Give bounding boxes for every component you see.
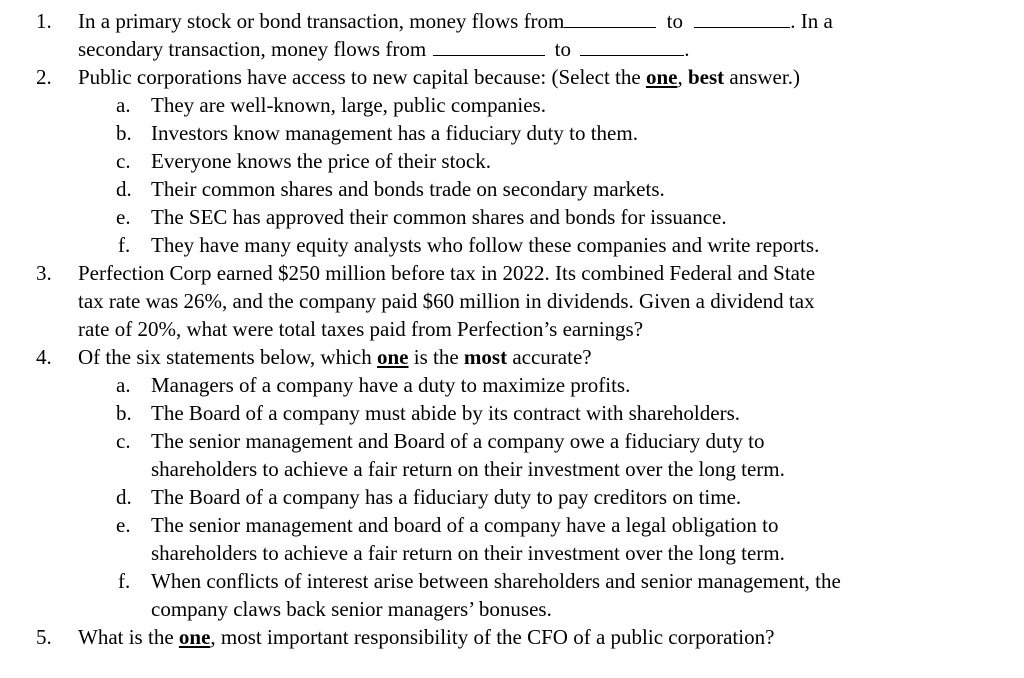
- q4-stem-mid: is the: [408, 345, 464, 369]
- q4-option-f-letter: f.: [118, 569, 131, 593]
- q2-option-b-text: Investors know management has a fiduciary duty to them.: [151, 121, 638, 145]
- q1-line2: [78, 35, 690, 63]
- q1-blank-3[interactable]: [433, 37, 545, 56]
- q1-line1-text-a: In a primary stock or bond transaction, money flows from: [78, 9, 565, 33]
- q5-stem-one: one: [178, 625, 211, 649]
- q1-line1-text-b: to: [666, 9, 683, 33]
- q2-option-f-letter: f.: [118, 233, 131, 257]
- q2-option-c-letter: c.: [116, 149, 131, 173]
- q2-option-d-text: Their common shares and bonds trade on secondary markets.: [151, 177, 665, 201]
- q4-option-c-letter: c.: [116, 429, 131, 453]
- q1-line1: [78, 7, 833, 35]
- q5-stem-post: , most important responsibility of the CFO of a public corporation?: [210, 625, 775, 649]
- q2-stem-one: one: [645, 65, 678, 89]
- q2-option-b-letter: b.: [116, 121, 132, 145]
- q4-option-c-line-2: shareholders to achieve a fair return on their investment over the long term.: [151, 457, 785, 481]
- q2-option-e-text: The SEC has approved their common shares and bonds for issuance.: [151, 205, 727, 229]
- q4-option-a-line-1: Managers of a company have a duty to maximize profits.: [151, 373, 631, 397]
- q1-line2-text-c: .: [684, 37, 690, 61]
- q4-option-f-line-2: company claws back senior managers’ bonuses.: [151, 597, 552, 621]
- q2-option-f-text: They have many equity analysts who follow these companies and write reports.: [151, 233, 820, 257]
- q4-stem-pre: Of the six statements below, which: [78, 345, 377, 369]
- q1-number: 1.: [36, 9, 52, 33]
- q5-number: 5.: [36, 625, 52, 649]
- q4-option-b-letter: b.: [116, 401, 132, 425]
- q3-line-3: rate of 20%, what were total taxes paid from Perfection’s earnings?: [78, 317, 644, 341]
- q2-option-a-text: They are well-known, large, public companies.: [151, 93, 546, 117]
- q5-stem-pre: What is the: [78, 625, 179, 649]
- q1-blank-2[interactable]: [694, 9, 790, 28]
- q4-option-d-letter: d.: [116, 485, 132, 509]
- q2-stem-best: best: [687, 65, 725, 89]
- q4-option-d-line-1: The Board of a company has a fiduciary duty to pay creditors on time.: [151, 485, 742, 509]
- q2-stem-mid: ,: [677, 65, 688, 89]
- q2-option-e-letter: e.: [116, 205, 131, 229]
- q4-option-f-line-1: When conflicts of interest arise between shareholders and senior management, the: [151, 569, 841, 593]
- q4-option-e-line-2: shareholders to achieve a fair return on their investment over the long term.: [151, 541, 785, 565]
- q4-stem-post: accurate?: [507, 345, 592, 369]
- q2-stem: [78, 63, 800, 91]
- q2-option-d-letter: d.: [116, 177, 132, 201]
- q2-option-c-text: Everyone knows the price of their stock.: [151, 149, 491, 173]
- q4-option-b-line-1: The Board of a company must abide by its contract with shareholders.: [151, 401, 741, 425]
- q4-option-c-line-1: The senior management and Board of a company owe a fiduciary duty to: [151, 429, 765, 453]
- q4-number: 4.: [36, 345, 52, 369]
- q2-option-a-letter: a.: [116, 93, 131, 117]
- q1-line2-text-a: secondary transaction, money flows from: [78, 37, 427, 61]
- q5-stem: [78, 623, 774, 651]
- q3-number: 3.: [36, 261, 52, 285]
- q2-number: 2.: [36, 65, 52, 89]
- q4-option-a-letter: a.: [116, 373, 131, 397]
- q4-stem: [78, 343, 592, 371]
- q4-stem-most: most: [463, 345, 508, 369]
- q1-blank-4[interactable]: [580, 37, 684, 56]
- q1-line1-text-c: . In a: [790, 9, 833, 33]
- q1-line2-text-b: to: [554, 37, 571, 61]
- q3-line-1: Perfection Corp earned $250 million before tax in 2022. Its combined Federal and State: [78, 261, 816, 285]
- q2-stem-post: answer.): [724, 65, 800, 89]
- q4-option-e-letter: e.: [116, 513, 131, 537]
- q4-stem-one: one: [377, 345, 409, 369]
- q3-line-2: tax rate was 26%, and the company paid $60 million in dividends. Given a dividend tax: [78, 289, 815, 313]
- q2-stem-pre: Public corporations have access to new capital because: (Select the: [78, 65, 646, 89]
- q4-option-e-line-1: The senior management and board of a company have a legal obligation to: [151, 513, 779, 537]
- q1-blank-1[interactable]: [564, 9, 656, 28]
